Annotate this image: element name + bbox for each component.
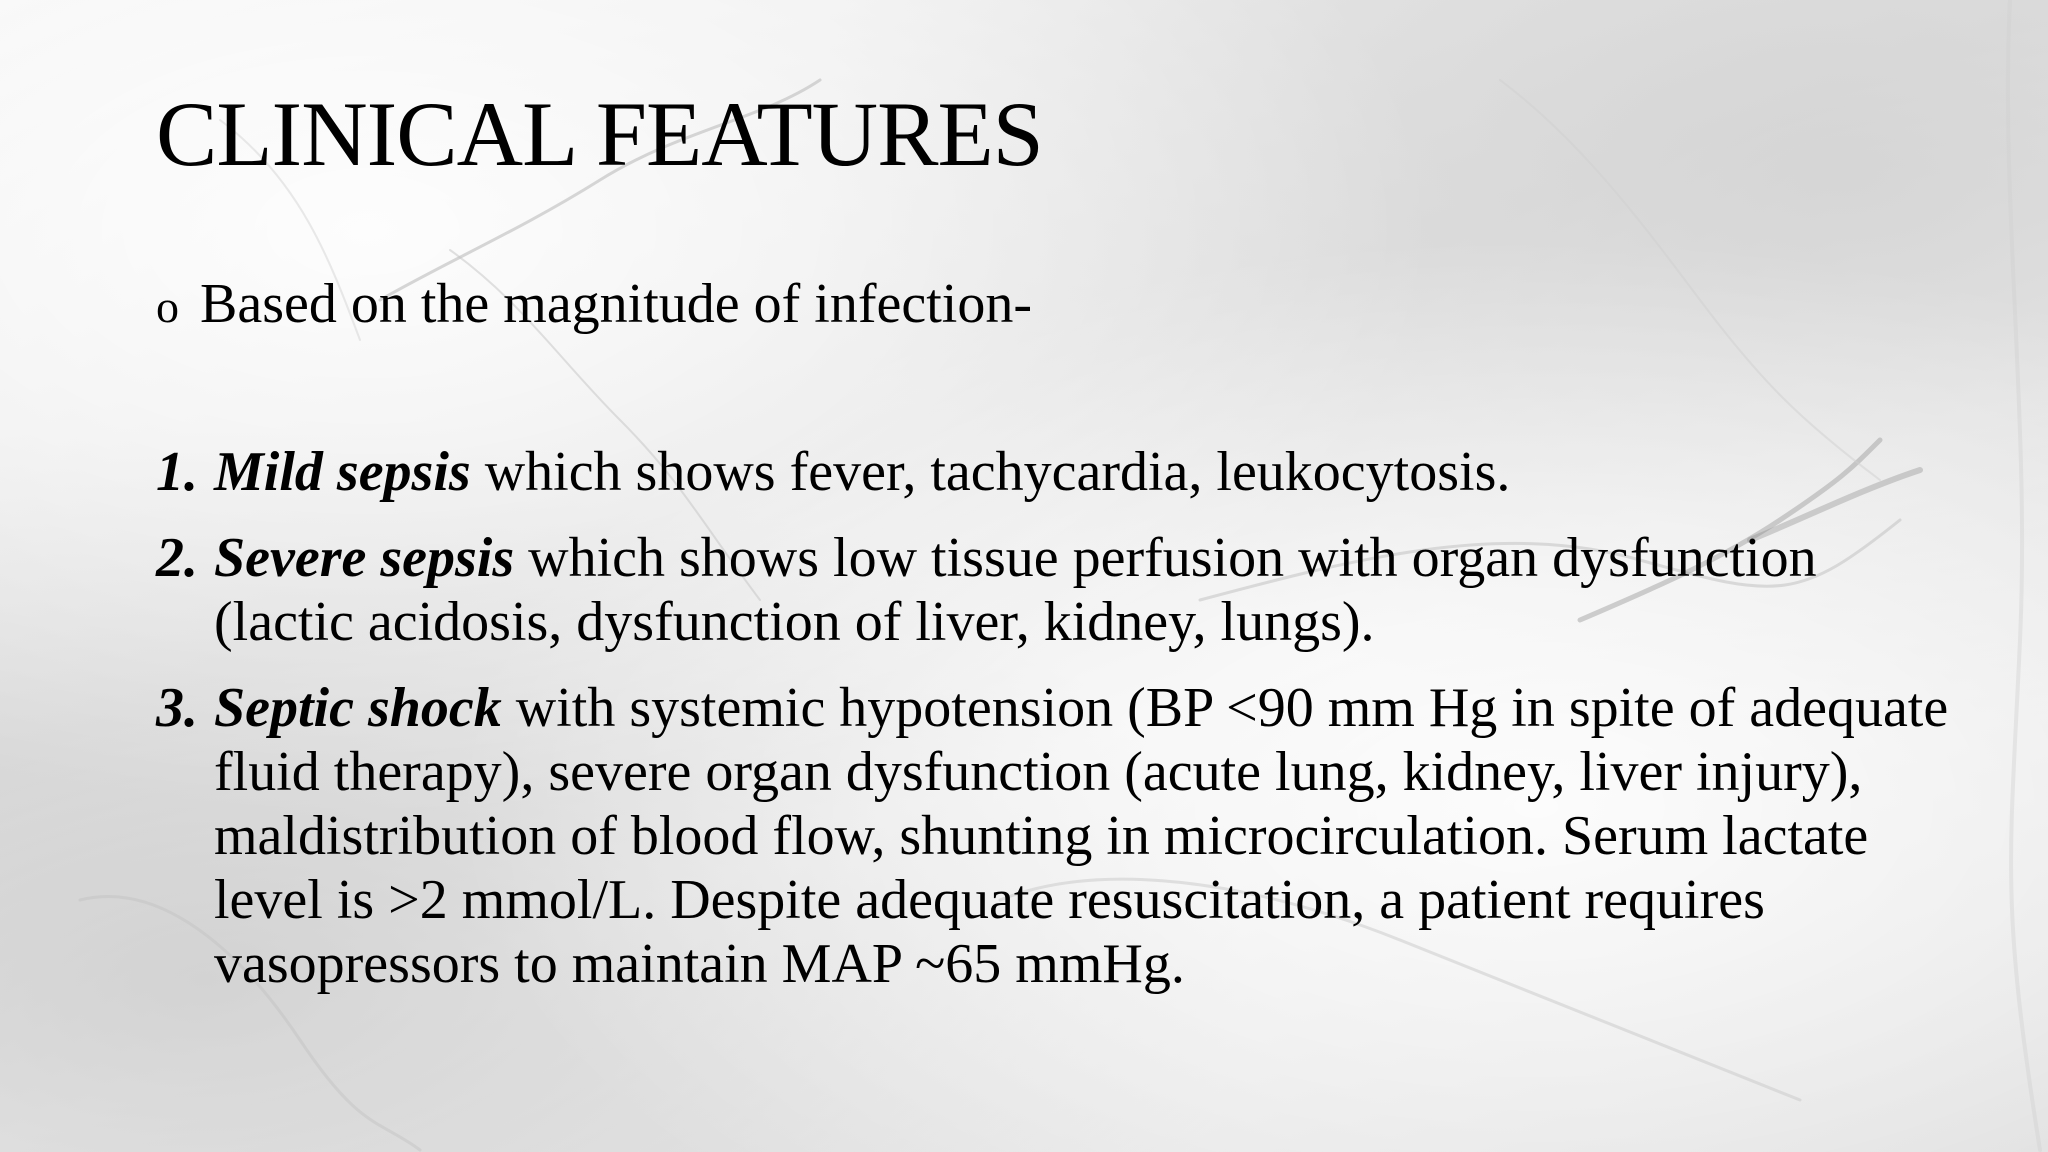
slide-title: CLINICAL FEATURES: [156, 83, 1043, 185]
list-item-body: [214, 676, 1954, 996]
list-item-description: with systemic hypotension (BP <90 mm Hg in spite of adequate fluid therapy), severe organ dysfunction (acute lung, kidney, liver injury), maldistribution of blood flow, shunting in microcirculation. Serum lactate level is >2 mmol/L. Despite adequate resuscitation, a patient requires vasopressors to maintain MAP ~65 mmHg.: [214, 677, 1949, 995]
sepsis-stages-list: [156, 440, 1996, 1018]
list-item-description: which shows low tissue perfusion with organ dysfunction (lactic acidosis, dysfunction of liver, kidney, lungs).: [214, 527, 1817, 653]
list-item: [156, 440, 1996, 504]
list-item-term: Septic shock: [214, 677, 502, 739]
intro-bullet-text: Based on the magnitude of infection-: [200, 273, 1032, 335]
list-item-number: 3.: [156, 677, 198, 739]
list-item-body: [214, 526, 1954, 654]
list-item-number: 2.: [156, 527, 198, 589]
bullet-marker-icon: o: [156, 281, 179, 332]
list-item-body: [214, 440, 1954, 504]
intro-bullet: [156, 272, 1032, 336]
list-item-description: which shows fever, tachycardia, leukocytosis.: [470, 441, 1511, 503]
list-item: [156, 526, 1996, 654]
list-item: [156, 676, 1996, 996]
list-item-term: Mild sepsis: [214, 441, 471, 503]
list-item-term: Severe sepsis: [214, 527, 515, 589]
list-item-number: 1.: [156, 441, 198, 503]
